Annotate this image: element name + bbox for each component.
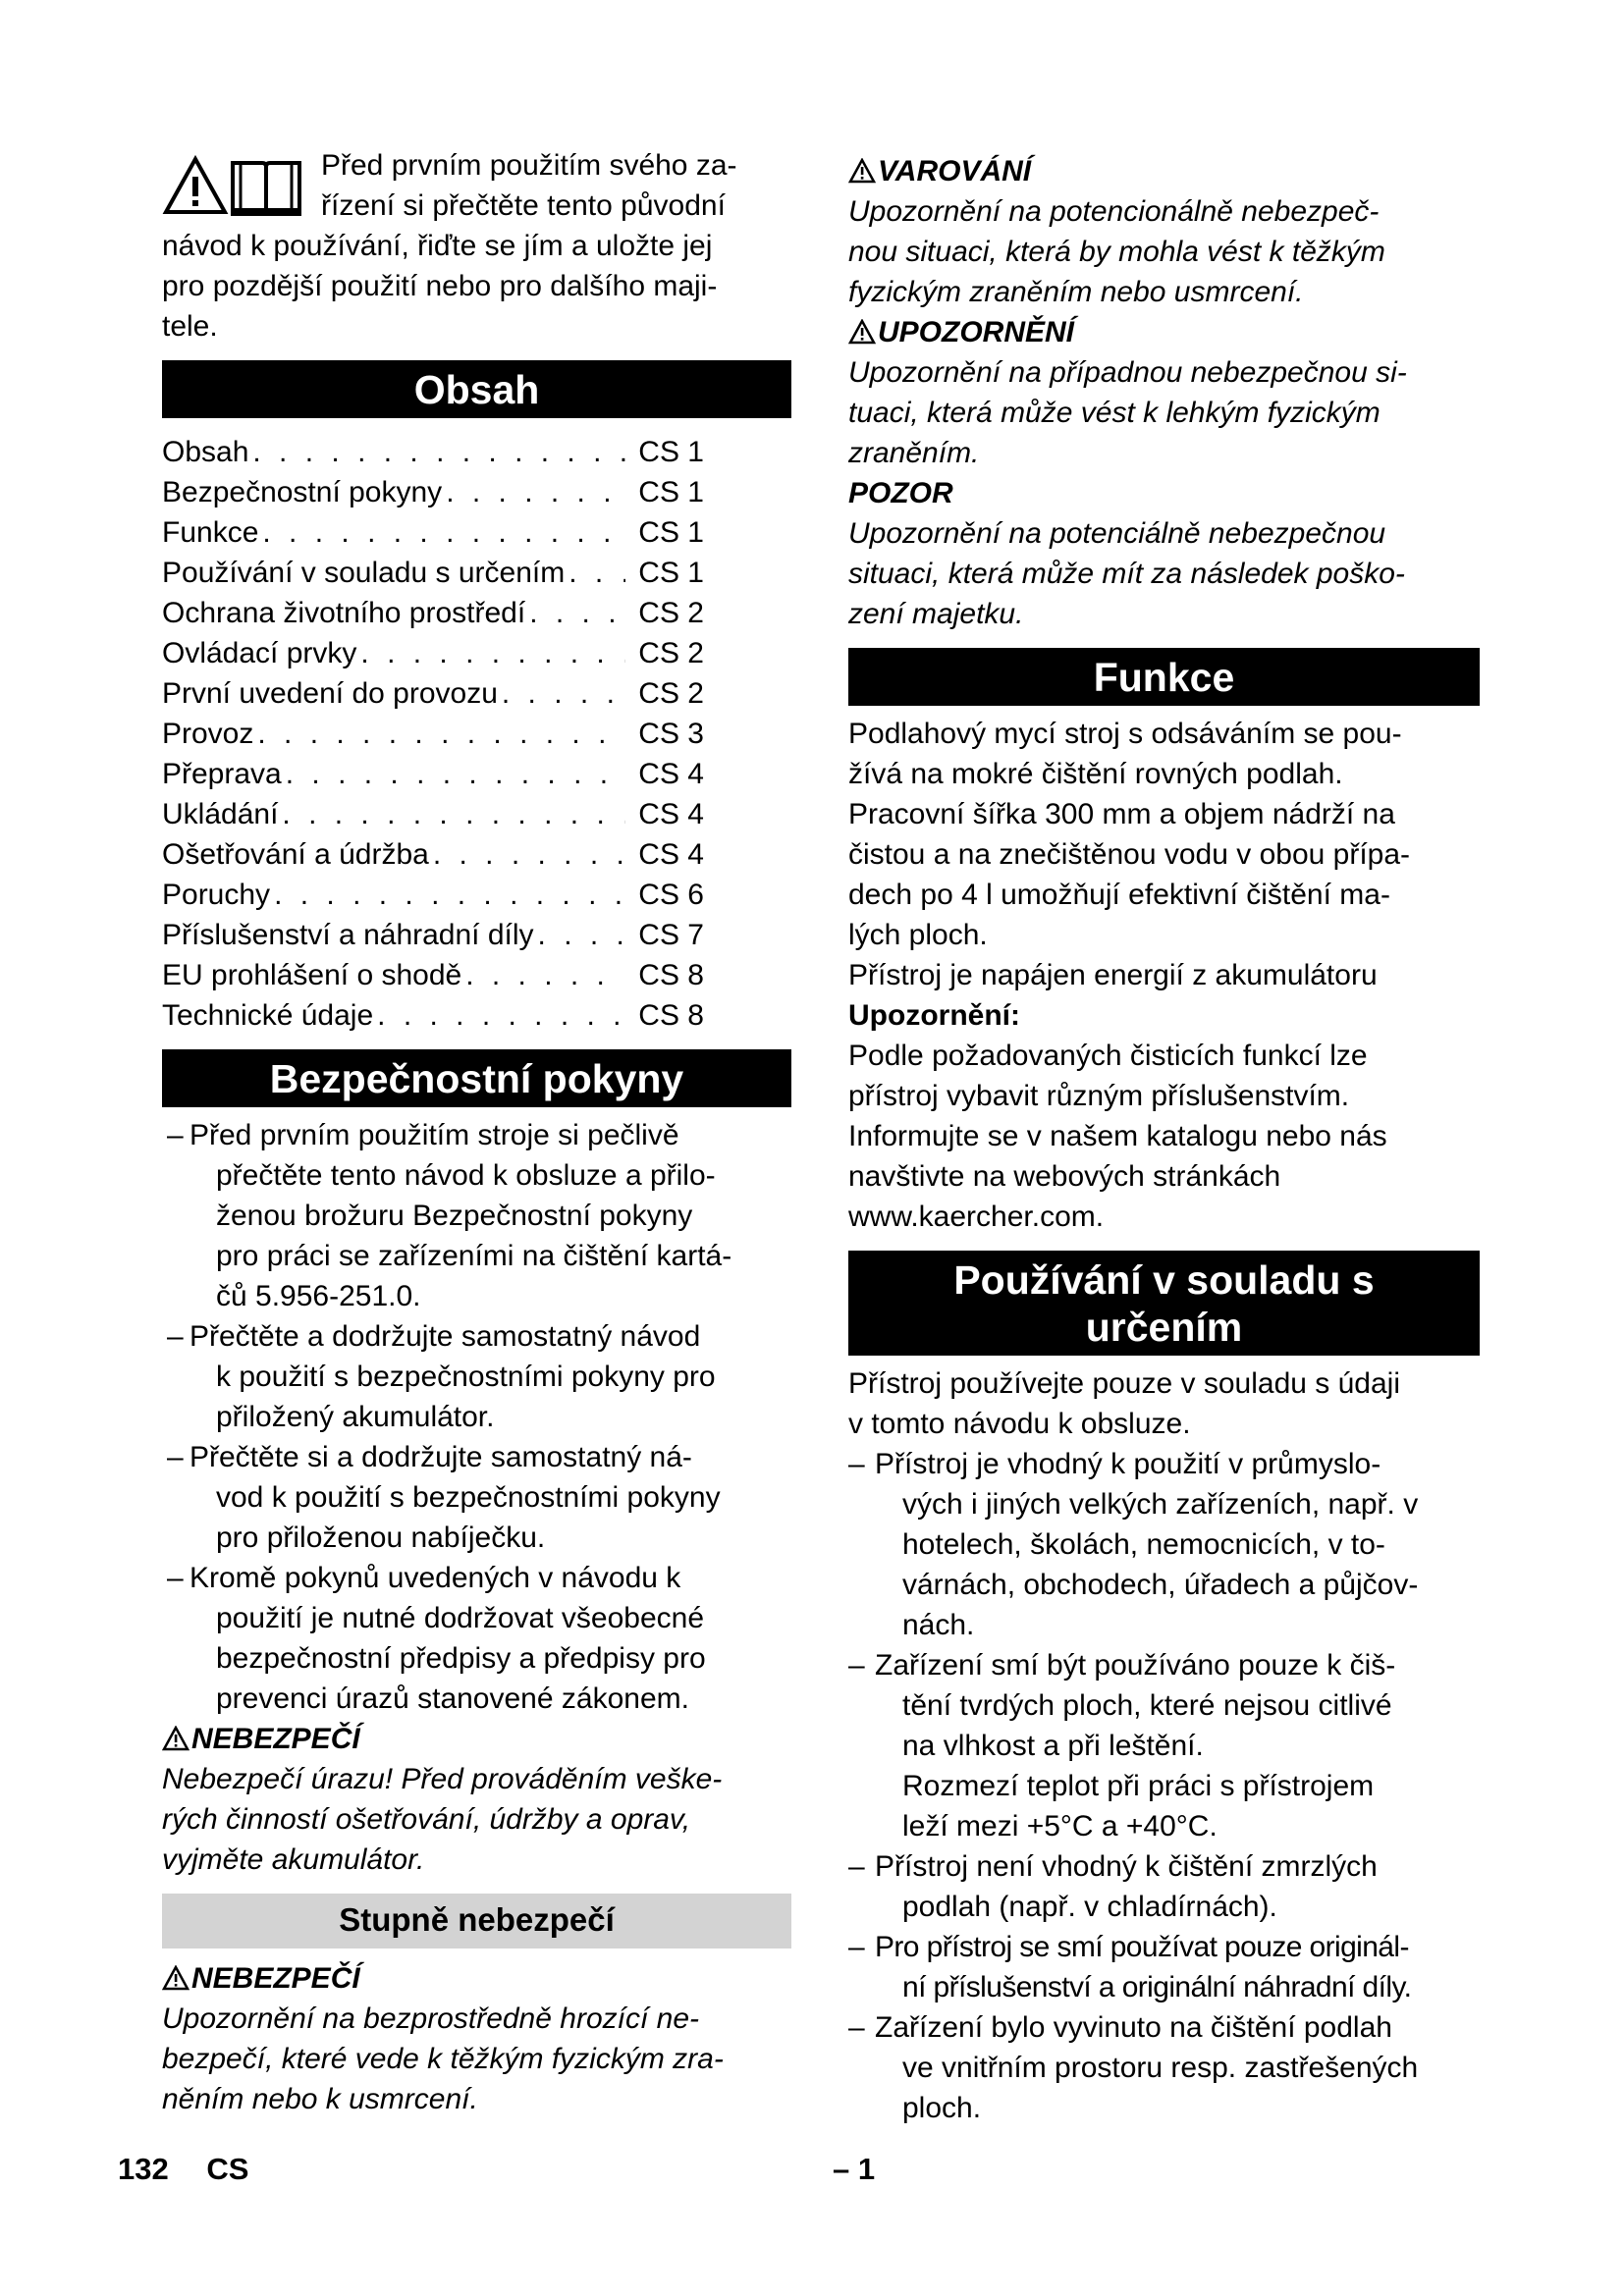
toc-page: CS 1 [638,557,704,589]
toc-page: CS 1 [638,476,704,508]
right-column [848,0,1480,2128]
toc-label: Ovládací prvky [162,637,357,669]
list-line: bezpečnostní předpisy a předpisy pro [216,1642,706,1675]
toc-page: CS 4 [638,798,704,830]
list-item: – Zařízení bylo vyvinuto na čištění podlah ve vnitřním prostoru resp. zastřešených ploch. [848,2007,1480,2128]
toc-item[interactable] [162,955,704,995]
list-item: – Přečtěte si a dodržujte samostatný ná- vod k použití s bezpečnostními pokyny pro přiloženou nabíječku. [162,1437,791,1558]
list-line: pro práci se zařízeními na čištění kartá- [216,1240,732,1272]
toc-item[interactable] [162,472,704,512]
safety-heading: Bezpečnostní pokyny [162,1049,791,1107]
list-line: k použití s bezpečnostními pokyny pro [216,1361,716,1393]
toc-label: Přeprava [162,758,282,790]
danger-text: rých činností ošetřování, údržby a oprav, [162,1803,691,1836]
toc-label: Ochrana životního prostředí [162,597,526,629]
section-page-number: – 1 [833,2152,876,2186]
toc-label: Funkce [162,516,259,549]
toc-item[interactable] [162,593,704,633]
toc-leader [360,633,625,673]
toc-leader [377,995,625,1036]
toc-page: CS 1 [638,516,704,549]
level-warning-title [848,151,1480,191]
level-warning-text: Upozornění na potencionálně nebezpeč- [848,195,1380,228]
list-line: Rozmezí teplot při práci s přístrojem [902,1770,1375,1802]
toc-leader [529,593,625,633]
funkce-line: Přístroj je napájen energií z akumulátoru [848,959,1378,991]
list-item: – Před prvním použitím stroje si pečlivě přečtěte tento návod k obsluze a přilo- ženou brožuru Bezpečnostní pokyny pro práci se zařízeními na čištění kartá- čů 5.956-251.0. [162,1115,791,1316]
toc-leader [262,512,625,553]
toc-leader [433,834,625,875]
list-line: tění tvrdých ploch, které nejsou citlivé [902,1689,1392,1722]
funkce-body [848,714,1480,1237]
danger-title-text: NEBEZPEČÍ [191,1723,360,1755]
list-line: na vlhkost a při leštění. [902,1730,1204,1762]
language-code: CS [206,2152,249,2186]
toc-leader [274,875,625,915]
obsah-heading: Obsah [162,360,791,418]
usage-heading [848,1251,1480,1356]
level-danger-text: Upozornění na bezprostředně hrozící ne- [162,2002,699,2035]
funkce-line: dech po 4 l umožňují efektivní čištění ma- [848,879,1390,911]
level-attention-title: POZOR [848,477,953,509]
usage-intro-line: Přístroj používejte pouze v souladu s údaji [848,1367,1400,1400]
toc-page: CS 4 [638,838,704,871]
toc-page: CS 3 [638,718,704,750]
toc-leader [252,432,625,472]
intro-notice [162,145,791,347]
toc-item[interactable] [162,995,704,1036]
intro-line: Před prvním použitím svého za- [321,149,737,182]
toc-page: CS 2 [638,597,704,629]
list-line: nách. [902,1609,975,1641]
funkce-line: čistou a na znečištěnou vodu v obou přípa- [848,838,1411,871]
toc-item[interactable] [162,794,704,834]
list-item: – Přístroj není vhodný k čištění zmrzlých podlah (např. v chladírnách). [848,1846,1480,1927]
usage-heading-line: určením [1085,1305,1243,1350]
funkce-line: lých ploch. [848,919,988,951]
list-line: ploch. [902,2092,982,2124]
level-caution-title [848,312,1480,352]
danger-text: Nebezpečí úrazu! Před prováděním veške- [162,1763,723,1795]
toc-leader [446,472,625,512]
toc-item[interactable] [162,432,704,472]
toc-label: Ošetřování a údržba [162,838,429,871]
funkce-line: žívá na mokré čištění rovných podlah. [848,758,1343,790]
toc-leader [502,673,625,714]
list-line: čů 5.956-251.0. [216,1280,421,1312]
toc-leader [282,794,625,834]
list-item: – Zařízení smí být používáno pouze k čiš- tění tvrdých ploch, které nejsou citlivé na vlhkost a při leštění. Rozmezí teplot při práci s přístrojem leží mezi +5°C a +40°C. [848,1645,1480,1846]
intro-line: řízení si přečtěte tento původní [321,189,726,222]
list-line: přiložený akumulátor. [216,1401,495,1433]
list-line: Přečtěte si a dodržujte samostatný ná- [189,1441,692,1473]
toc-item[interactable] [162,633,704,673]
toc-label: EU prohlášení o shodě [162,959,462,991]
level-danger-text: něním nebo k usmrcení. [162,2083,478,2115]
toc-item[interactable] [162,754,704,794]
intro-line: tele. [162,310,218,343]
usage-body [848,1363,1480,2128]
list-item: – Pro přístroj se smí používat pouze originál- ní příslušenství a originální náhradní díly. [848,1927,1480,2007]
toc-page: CS 4 [638,758,704,790]
list-line: vod k použití s bezpečnostními pokyny [216,1481,721,1514]
list-line: Zařízení smí být používáno pouze k čiš- [875,1649,1396,1682]
toc-page: CS 6 [638,879,704,911]
list-line: vých i jiných velkých zařízeních, např. v [902,1488,1419,1521]
level-warning-text: nou situaci, která by mohla vést k těžkým [848,236,1385,268]
list-line: použití je nutné dodržovat všeobecné [216,1602,705,1634]
list-line: Zařízení bylo vyvinuto na čištění podlah [875,2011,1392,2044]
level-caution-text: Upozornění na případnou nebezpečnou si- [848,356,1407,389]
safety-list [162,1115,791,1719]
funkce-line: Podlahový mycí stroj s odsáváním se pou- [848,718,1402,750]
list-line: Kromě pokynů uvedených v návodu k [189,1562,681,1594]
toc-page: CS 8 [638,959,704,991]
page-footer-left [118,2150,248,2189]
left-column [162,0,791,2119]
level-caution-text: zraněním. [848,437,980,469]
funkce-heading: Funkce [848,648,1480,706]
toc-item[interactable] [162,875,704,915]
level-attention-text: situaci, která může mít za následek poško- [848,558,1405,590]
toc-leader [538,915,625,955]
level-danger-text: bezpečí, které vede k těžkým fyzickým zra- [162,2043,724,2075]
toc-page: CS 2 [638,637,704,669]
level-warning-title-text: VAROVÁNÍ [878,155,1032,187]
warning-triangle-icon [162,1726,189,1751]
toc-label: Provoz [162,718,254,750]
list-line: Před prvním použitím stroje si pečlivě [189,1119,679,1151]
toc-label: Technické údaje [162,999,374,1032]
level-danger-title [162,1958,791,1999]
table-of-contents [162,432,704,1036]
funkce-line: přístroj vybavit různým příslušenstvím. [848,1080,1350,1112]
list-line: leží mezi +5°C a +40°C. [902,1810,1218,1842]
toc-leader [286,754,625,794]
toc-label: Používání v souladu s určením [162,557,566,589]
list-line: Přístroj není vhodný k čištění zmrzlých [875,1850,1378,1883]
toc-page: CS 2 [638,677,704,710]
list-item: – Kromě pokynů uvedených v návodu k použití je nutné dodržovat všeobecné bezpečnostní předpisy a předpisy pro prevenci úrazů stanovené zákonem. [162,1558,791,1719]
funkce-line: Pracovní šířka 300 mm a objem nádrží na [848,798,1395,830]
toc-label: Obsah [162,436,249,468]
list-line: ženou brožuru Bezpečnostní pokyny [216,1200,693,1232]
danger-text: vyjměte akumulátor. [162,1843,425,1876]
toc-item[interactable] [162,714,704,754]
toc-item[interactable] [162,673,704,714]
usage-intro-line: v tomto návodu k obsluze. [848,1408,1191,1440]
level-danger-title-text: NEBEZPEČÍ [191,1962,360,1995]
list-line: pro přiloženou nabíječku. [216,1522,546,1554]
toc-page: CS 7 [638,919,704,951]
level-attention-text: zení majetku. [848,598,1024,630]
toc-item[interactable] [162,553,704,593]
list-line: Přečtěte a dodržujte samostatný návod [189,1320,701,1353]
toc-leader [257,714,625,754]
usage-heading-line: Používání v souladu s [953,1257,1375,1303]
list-item: – Přístroj je vhodný k použití v průmyslo- vých i jiných velkých zařízeních, např. v hotelech, školách, nemocnicích, v to- várnách, obchodech, úřadech a půjčov- nách. [848,1444,1480,1645]
list-line: várnách, obchodech, úřadech a půjčov- [902,1569,1419,1601]
list-item: – Přečtěte a dodržujte samostatný návod k použití s bezpečnostními pokyny pro přiložený akumulátor. [162,1316,791,1437]
level-caution-text: tuaci, která může vést k lehkým fyzickým [848,397,1380,429]
level-attention-text: Upozornění na potenciálně nebezpečnou [848,517,1386,550]
toc-leader [568,553,625,593]
toc-item[interactable] [162,834,704,875]
toc-label: Poruchy [162,879,271,911]
page-number: 132 [118,2152,169,2186]
website-link[interactable]: www.kaercher.com. [848,1201,1105,1233]
list-line: Pro přístroj se smí používat pouze originál- [875,1931,1409,1963]
toc-item[interactable] [162,915,704,955]
funkce-line: Podle požadovaných čisticích funkcí lze [848,1040,1368,1072]
funkce-line: navštivte na webových stránkách [848,1160,1281,1193]
list-line: ní příslušenství a originální náhradní díly. [902,1971,1412,2003]
intro-line: návod k používání, řiďte se jím a uložte jej [162,230,713,262]
funkce-line: Informujte se v našem katalogu nebo nás [848,1120,1387,1152]
toc-page: CS 8 [638,999,704,1032]
warning-read-manual-icon [162,153,309,218]
warning-triangle-icon [162,1965,189,1991]
toc-label: Bezpečnostní pokyny [162,476,443,508]
toc-page: CS 1 [638,436,704,468]
danger-title [162,1719,791,1759]
list-line: přečtěte tento návod k obsluze a přilo- [216,1159,716,1192]
list-line: podlah (např. v chladírnách). [902,1891,1277,1923]
toc-item[interactable] [162,512,704,553]
warning-triangle-icon [848,319,876,345]
level-warning-text: fyzickým zraněním nebo usmrcení. [848,276,1304,308]
levels-heading: Stupně nebezpečí [162,1894,791,1949]
toc-label: Příslušenství a náhradní díly [162,919,534,951]
intro-line: pro pozdější použití nebo pro dalšího maji- [162,270,718,302]
funkce-note-title: Upozornění: [848,999,1020,1032]
warning-triangle-icon [848,158,876,184]
list-line: prevenci úrazů stanovené zákonem. [216,1682,689,1715]
level-caution-title-text: UPOZORNĚNÍ [878,316,1075,348]
toc-label: Ukládání [162,798,279,830]
toc-leader [465,955,625,995]
toc-label: První uvedení do provozu [162,677,498,710]
usage-list [848,1444,1480,2128]
list-line: hotelech, školách, nemocnicích, v to- [902,1528,1385,1561]
list-line: Přístroj je vhodný k použití v průmyslo- [875,1448,1381,1480]
list-line: ve vnitřním prostoru resp. zastřešených [902,2052,1419,2084]
